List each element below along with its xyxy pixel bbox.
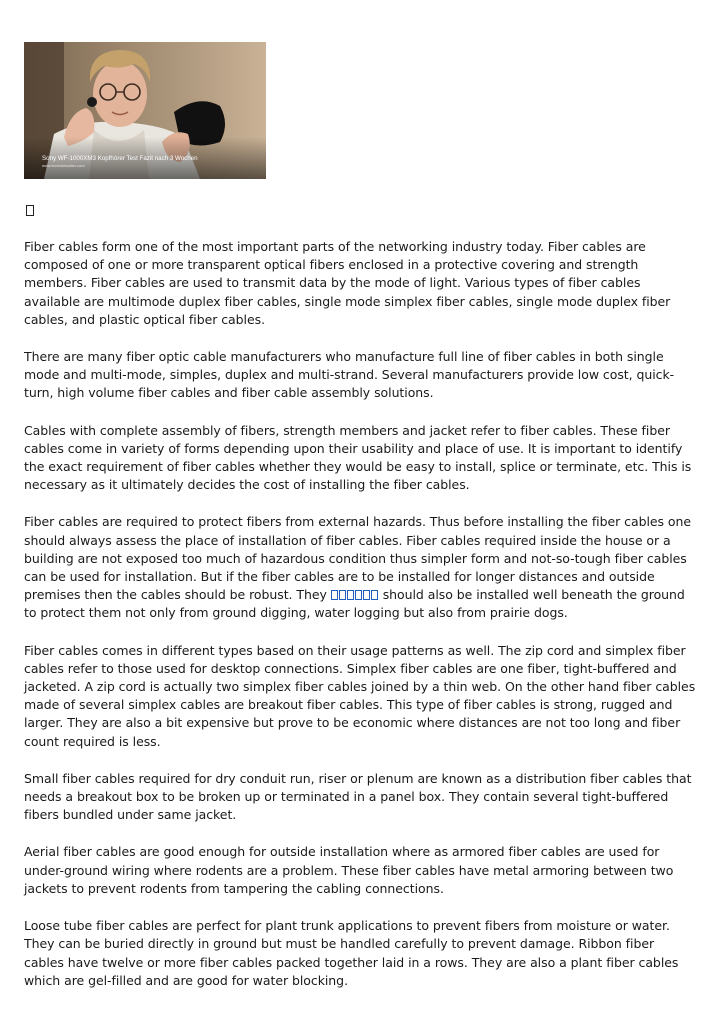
paragraph-5: Fiber cables comes in different types based on their usage patterns as well. The zip cord and simplex fiber cables refer to those used for desktop connections. Simplex fiber cables are one fiber, tight-buffered and jacketed. A zip cord is actually two simplex fiber cables joined by a thin web. On the other hand fiber cables made of several simplex cables are breakout fiber cables. This type of fiber cables is strong, rugged and larger. They are also a bit expensive but prove to be economic where distances are not too long and fiber count required is less. [24,642,696,749]
missing-glyph-icon [355,590,362,600]
paragraph-1: Fiber cables form one of the most important parts of the networking industry today. Fiber cables are composed of one or more transparent optical fibers enclosed in a protective covering and strength members. Fiber cables are used to transmit data by the mode of light. Various types of fiber cables available are multimode duplex fiber cables, single mode simplex fiber cables, single mode duplex fiber cables, and plastic optical fiber cables. [24,239,671,327]
missing-glyph-icon [26,205,34,216]
paragraph-4-text-after: should also be installed well beneath the ground to protect them not only from ground digging, water logging but also from prairie dogs. [24,587,685,621]
article-body [24,238,696,990]
paragraph-2: There are many fiber optic cable manufacturers who manufacture full line of fiber cables in both single mode and multi-mode, simples, duplex and multi-strand. Several manufacturers provide low cost, quick-turn, high volume fiber cables and fiber cable assembly solutions. [24,349,675,401]
video-caption: Sony WF-1000XM3 Kopfhörer Test Fazit nach 3 Wochen [42,155,198,162]
paragraph-7: Aerial fiber cables are good enough for outside installation where as armored fiber cables are used for under-ground wiring where rodents are a problem. These fiber cables have metal armoring between two jackets to prevent rodents from tampering the cabling connections. [24,844,674,896]
paragraph-4 [24,513,696,622]
inline-link[interactable] [331,587,379,602]
paragraph-6: Small fiber cables required for dry conduit run, riser or plenum are known as a distribution fiber cables that needs a breakout box to be broken up or terminated in a panel box. They contain several tight-buffered fibers bundled under same jacket. [24,770,692,823]
missing-glyph-icon [363,590,370,600]
video-url: www.technikfaultier.com [42,163,85,168]
paragraph-3: Cables with complete assembly of fibers, strength members and jacket refer to fiber cables. These fiber cables come in variety of forms depending upon their usability and place of use. It is important to identify the exact requirement of fiber cables whether they would be easy to install, splice or terminate, etc. This is necessary as it ultimately decides the cost of installing the fiber cables. [24,422,692,493]
video-thumbnail[interactable] [24,42,266,179]
missing-glyph-icon [371,590,378,600]
missing-glyph-icon [339,590,346,600]
paragraph-8: Loose tube fiber cables are perfect for plant trunk applications to prevent fibers from moisture or water. They can be buried directly in ground but must be handled carefully to prevent damage. Ribbon fiber cables have twelve or more fiber cables packed together laid in a rows. They are also a plant fiber cables which are gel-filled and are good for water blocking. [24,918,679,988]
missing-glyph-icon [347,590,354,600]
missing-glyph-icon [331,590,338,600]
paragraph-4-text-before: Fiber cables are required to protect fibers from external hazards. Thus before installing the fiber cables one should always assess the place of installation of fiber cables. Fiber cables required inside the house or a building are not exposed too much of hazardous condition thus simpler form and not-so-tough fiber cables can be used for installation. But if the fiber cables are to be installed for longer distances and outside premises then the cables should be robust. They [24,514,692,603]
